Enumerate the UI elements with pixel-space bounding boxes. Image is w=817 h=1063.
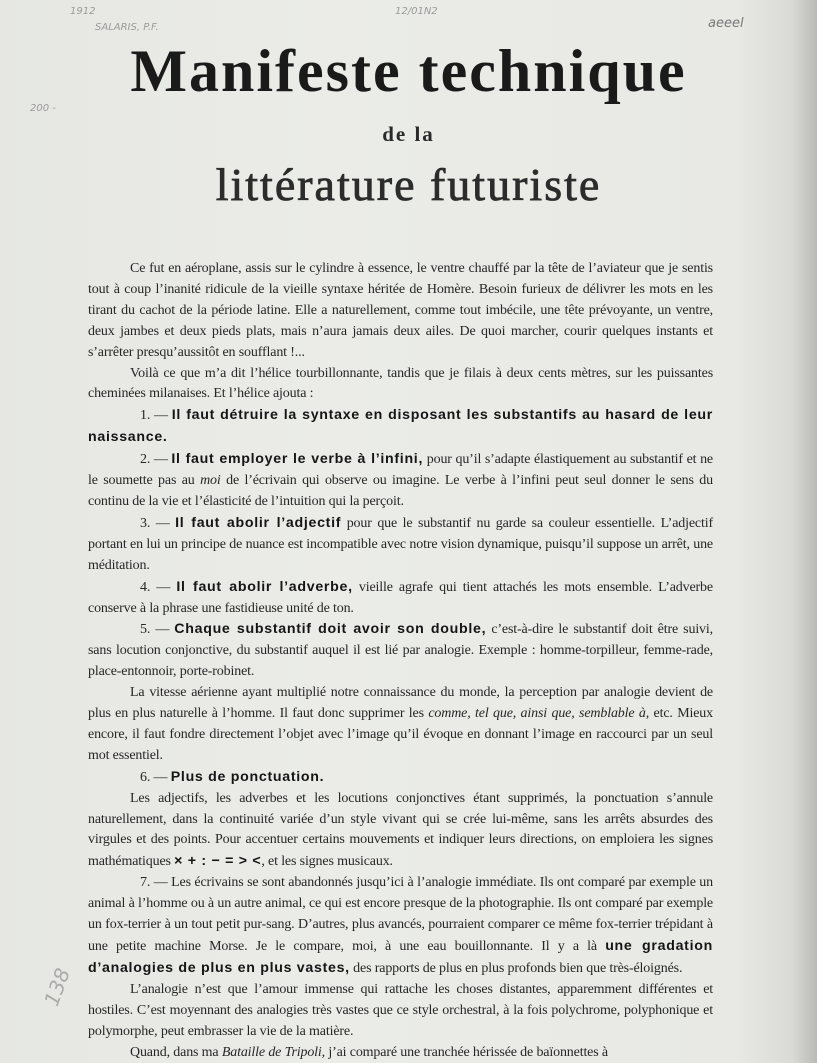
title-main: Manifeste technique [130, 38, 687, 104]
bold-text: Il faut abolir l’adverbe, [176, 578, 353, 595]
numbered-point [88, 513, 713, 577]
text-segment: etc. Mieux encore, il faut fondre directement l’objet avec l’image qu’il évoque en donnant l’image en raccourci par un seul mot essentiel. [88, 706, 713, 763]
text-segment: de l’écrivain qui observe ou imagine. Le verbe à l’infini peut seul donner le sens du continu de la vie et l’élasticité de l’intuition qui la perçoit. [88, 473, 713, 509]
text-segment: 2. — [140, 452, 172, 468]
text-segment: Les adjectifs, les adverbes et les locutions conjonctives étant supprimés, la ponctuation s’annule naturellement, dans la continuité variée d’un style vivant qui se crée lui-même, sans les arrêts absurdes des virgules et des points. Pour accentuer certains mouvements et indiquer leurs directions, on emploiera les signes mathématiques [88, 790, 713, 870]
text-segment: La vitesse aérienne ayant multiplié notre connaissance du monde, la perception par analogie devient de plus en plus naturelle à l’homme. Il faut donc supprimer les [88, 685, 713, 722]
pencil-note-price: 200 - [30, 103, 56, 114]
paragraph [88, 364, 713, 406]
text-segment: c’est-à-dire le substantif doit être suivi, sans locution conjonctive, du substantif auquel il est lié par analogie. Exemple : homme-torpilleur, femme-rade, place-entonnoir, porte-robinet. [88, 622, 713, 680]
manifesto-body [88, 259, 713, 1063]
text-segment: , et les signes musicaux. [261, 854, 393, 870]
pencil-note-year: 1912 [70, 6, 96, 17]
numbered-point [88, 577, 713, 620]
text-segment: pour qu’il s’adapte élastiquement au substantif et ne le soumette pas au [88, 452, 713, 489]
text-segment: des rapports de plus en plus profonds bien que très-éloignés. [349, 960, 683, 976]
text-segment: 7. — Les écrivains se sont abandonnés jusqu’ici à l’analogie immédiate. Ils ont comparé par exemple un animal à l’homme ou à un autre animal, ce qui est encore presque de la photographie. Ils ont comparé par exemple un fox-terrier à un tout petit pur-sang. D’autres, plus avancés, pourraient comparer ce même fox-terrier trépidant à une petite machine Morse. Je le compare, moi, à une eau bouillonnante. Il y a là [88, 875, 713, 954]
text-segment: L’analogie n’est que l’amour immense qui rattache les choses distantes, apparemment différentes et hostiles. C’est moyennant des analogies très vastes que ce style orchestral, à la fois polychrome, polyphonique et polymorphe, peut embrasser la vie de la matière. [88, 981, 713, 1039]
text-segment: 4. — [140, 579, 177, 595]
numbered-point [88, 449, 713, 513]
numbered-point [88, 767, 713, 789]
text-segment: Voilà ce que m’a dit l’hélice tourbillonnante, tandis que je filais à deux cents mètres, sur les puissantes cheminées milanaises. Et l’hélice ajouta : [88, 365, 713, 402]
italic-text: moi [200, 473, 221, 489]
bold-text: Il faut abolir l’adjectif [175, 514, 342, 531]
paragraph [88, 683, 713, 767]
numbered-point [88, 873, 713, 980]
text-segment: 6. — [140, 769, 171, 785]
italic-text: Bataille de Tripoli, [221, 1044, 326, 1060]
bold-text: Il faut employer le verbe à l’infini, [171, 451, 424, 468]
text-segment: 5. — [140, 622, 175, 638]
numbered-point [88, 405, 713, 449]
bold-text: × + : − = > < [174, 853, 262, 870]
bold-text: Chaque substantif doit avoir son double, [174, 621, 487, 638]
title-connector: de la [382, 122, 435, 146]
bold-text: une gradation d’analogies de plus en plus vastes, [88, 938, 713, 976]
text-segment: 1. — [140, 408, 172, 424]
text-segment: Quand, dans ma [130, 1044, 222, 1060]
pencil-note-code: 12/01N2 [395, 6, 438, 17]
paragraph [88, 789, 713, 874]
text-segment: vieille agrafe qui tient attachés les mots ensemble. L’adverbe conserve à la phrase une fastidieuse unité de ton. [88, 579, 713, 616]
paragraph [88, 259, 713, 364]
pencil-note-dealer: SALARIS, P.F. [95, 22, 159, 33]
text-segment: 3. — [140, 515, 176, 531]
text-segment: Ce fut en aéroplane, assis sur le cylindre à essence, le ventre chauffé par la tête de l’aviateur que je sentis tout à coup l’inanité ridicule de la vieille syntaxe héritée de Homère. Besoin furieux de délivrer les mots en les tirant du cachot de la période latine. Elle a naturellement, comme tout imbécile, une tête prévoyante, un ventre, deux jambes et deux pieds plats, mais n’aura jamais deux ailes. De quoi marcher, courir quelques instants et s’arrêter presqu’aussitôt en soufflant !... [88, 261, 713, 360]
italic-text: comme, tel que, ainsi que, semblable à, [428, 706, 650, 722]
pencil-note-page: 138 [39, 964, 75, 1010]
text-segment: j’ai comparé une tranchée hérissée de baïonnettes à [325, 1044, 608, 1060]
paragraph [88, 1043, 713, 1063]
bold-text: Plus de ponctuation. [170, 768, 325, 785]
bold-text: Il faut détruire la syntaxe en disposant les substantifs au hasard de leur naissance. [88, 407, 713, 446]
pencil-note-ref: aeeel [708, 16, 744, 31]
text-segment: pour que le substantif nu garde sa couleur essentielle. L’adjectif portant en lui un principe de nuance est incompatible avec notre vision dynamique, puisqu’il suppose un arrêt, une méditation. [88, 515, 713, 573]
numbered-point [88, 619, 713, 683]
title-subtitle: littérature futuriste [215, 159, 602, 210]
paragraph [88, 980, 713, 1043]
